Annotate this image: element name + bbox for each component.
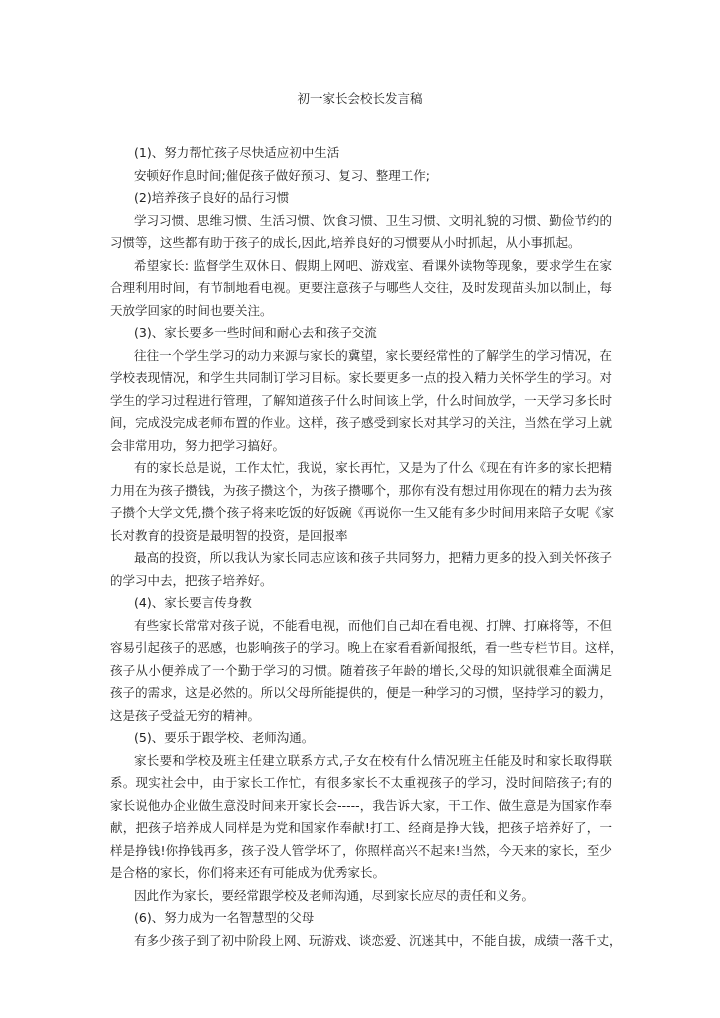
paragraph-line: 习惯等，这些都有助于孩子的成长,因此,培养良好的习惯要从小时抓起，从小事抓起。 (110, 235, 581, 250)
paragraph (110, 907, 612, 930)
paragraph-line: 家长要和学校及班主任建立联系方式,子女在校有什么情况班主任能及时和家长取得联 (134, 752, 612, 768)
paragraph-line: 长对教育的投资是最明智的投资，是回报率 (110, 527, 348, 543)
paragraph-line: 因此作为家长，要经常跟学校及老师沟通，尽到家长应尽的责任和义务。 (134, 887, 535, 903)
paragraph-line: 往往一个学生学习的动力来源与家长的冀望，家长要经常性的了解学生的学习情况，在 (134, 347, 612, 363)
paragraph-line: 系。现实社会中，由于家长工作忙，有很多家长不太重视孩子的学习，没时间陪孩子;有的 (110, 775, 612, 790)
paragraph (110, 142, 612, 165)
paragraph (110, 750, 612, 885)
paragraph-line: 合理利用时间，有节制地看电视。更要注意孩子与哪些人交往，及时发现苗头加以制止，每 (110, 280, 612, 295)
paragraph (110, 322, 612, 345)
paragraph-line: (4)、家长要言传身教 (134, 595, 252, 610)
paragraph (110, 592, 612, 615)
paragraph (110, 165, 612, 188)
paragraph (110, 727, 612, 750)
paragraph (110, 210, 612, 255)
paragraph-line: 学生的学习过程进行管理，了解知道孩子什么时间该上学，什么时间放学，一天学习多长时 (110, 392, 612, 408)
paragraph-line: 有多少孩子到了初中阶段上网、玩游戏、谈恋爱、沉迷其中，不能自拔，成绩一落千丈， (134, 932, 622, 948)
paragraph-line: 学校表现情况，和学生共同制订学习目标。家长要更多一点的投入精力关怀学生的学习。对 (110, 370, 612, 385)
paragraph-line: (2)培养孩子良好的品行习惯 (134, 190, 290, 205)
paragraph-line: 安顿好作息时间;催促孩子做好预习、复习、整理工作; (134, 167, 430, 183)
paragraph (110, 345, 612, 458)
paragraph-line: 家长说他办企业做生意没时间来开家长会-----，我告诉大家，干工作、做生意是为国家作奉 (110, 797, 612, 813)
paragraph (110, 457, 612, 547)
paragraph (110, 615, 623, 728)
paragraph-line: 献，把孩子培养成人同样是为党和国家作奉献!打工、经商是挣大钱，把孩子培养好了，一 (110, 820, 612, 835)
paragraph-line: 间，完成没完成老师布置的作业。这样，孩子感受到家长对其学习的关注，当然在学习上就 (110, 415, 612, 430)
paragraph-line: (5)、要乐于跟学校、老师沟通。 (134, 730, 315, 745)
paragraph-line: (1)、努力帮忙孩子尽快适应初中生活 (134, 145, 340, 160)
paragraph-line: 孩子的需求，这是必然的。所以父母所能提供的，便是一种学习的习惯，坚持学习的毅力， (110, 685, 612, 700)
paragraph-line: 有些家长常常对孩子说，不能看电视，而他们自己却在看电视、打牌、打麻将等，不但 (134, 617, 612, 633)
paragraph-line: 孩子从小便养成了一个勤于学习的习惯。随着孩子年龄的增长,父母的知识就很难全面满足 (110, 662, 612, 678)
paragraph-line: 这是孩子受益无穷的精神。 (110, 707, 261, 723)
paragraph-line: 天放学回家的时间也要关注。 (110, 302, 273, 318)
paragraph-line: 的学习中去，把孩子培养好。 (110, 572, 273, 588)
paragraph-line: 有的家长总是说，工作太忙，我说，家长再忙，又是为了什么《现在有许多的家长把精 (134, 460, 612, 475)
paragraph-line: 容易引起孩子的恶感，也影响孩子的学习。晚上在家看看新闻报纸，看一些专栏节目。这样， (110, 640, 623, 655)
paragraph-line: 学习习惯、思维习惯、生活习惯、饮食习惯、卫生习惯、文明礼貌的习惯、勤俭节约的 (134, 212, 612, 228)
document-body (110, 142, 623, 952)
paragraph-line: 希望家长: 监督学生双休日、假期上网吧、游戏室、看课外读物等现象，要求学生在家 (134, 257, 612, 273)
document-title: 初一家长会校长发言稿 (297, 91, 423, 106)
paragraph-line: 最高的投资，所以我认为家长同志应该和孩子共同努力，把精力更多的投入到关怀孩子 (134, 550, 612, 565)
paragraph (110, 255, 612, 323)
paragraph (110, 885, 612, 908)
paragraph (110, 930, 622, 953)
paragraph (110, 187, 612, 210)
paragraph-line: 是合格的家长，你们将来还有可能成为优秀家长。 (110, 865, 386, 880)
paragraph-line: 力用在为孩子攒钱，为孩子攒这个，为孩子攒哪个，那你有没有想过用你现在的精力去为孩 (110, 482, 612, 498)
paragraph-line: (6)、努力成为一名智慧型的父母 (134, 910, 315, 925)
paragraph-line: 子攒个大学文凭,攒个孩子将来吃饭的好饭碗《再说你一生又能有多少时间用来陪子女呢《家 (110, 505, 614, 520)
paragraph-line: 样是挣钱!你挣钱再多，孩子没人管学坏了，你照样高兴不起来!当然，今天来的家长，至少 (110, 842, 612, 858)
paragraph-line: 会非常用功，努力把学习搞好。 (110, 437, 286, 453)
paragraph-line: (3)、家长要多一些时间和耐心去和孩子交流 (134, 325, 377, 340)
paragraph (110, 547, 612, 592)
